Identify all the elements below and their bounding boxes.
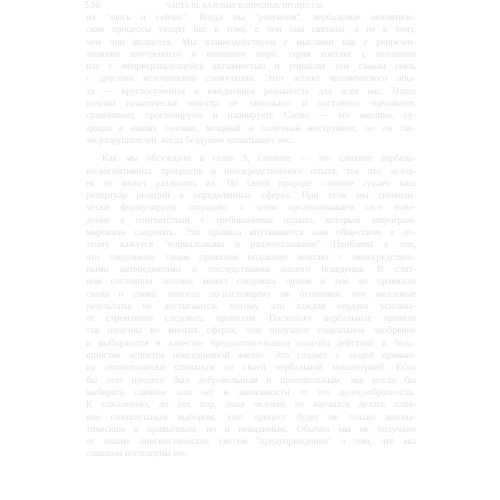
text-line: результаты не достигаются, потому что каждая неудача усилива- [86, 300, 416, 312]
text-line: чем они являются. Мы взаимодействуем с мыслями как с репрезен- [86, 36, 416, 48]
text-line: чески формулируем ситуацию, а затем организовываем свое пове- [86, 202, 416, 214]
text-line: ет стремление следовать правилам. Поскольку вербальные правила [86, 313, 416, 325]
text-line: нас с непрекращающейся активностью и управляя тем самым связь [86, 61, 416, 73]
text-line: этому кажутся "нормальными и рациональными". Проблема в том, [86, 239, 416, 251]
body-text [86, 12, 416, 461]
text-line: тациями внутреннего и внешнего мира, теряя контакт с миганием [86, 48, 416, 60]
text-line: ными антецедентами и последствиями нашего поведения. В слит- [86, 263, 416, 275]
text-line: ние сознательным выбором, этот процесс будет не только автома- [86, 411, 416, 423]
text-line: так полезны во многих сферах, они получают социальное одобрение [86, 325, 416, 337]
text-line: шинстве аспектов повседневной жизни. Это создает у людей привыч- [86, 350, 416, 362]
paragraph-1 [86, 12, 416, 147]
text-line: Как мы обсуждали в главе 3, слияние — это слияние вербаль- [102, 153, 416, 165]
text-line: на "здесь и сейчас". Когда мы "разумеем", вербальные аналитиче- [86, 12, 416, 23]
text-line: что следование таким правилам подавляет контакт с непосредствен- [86, 251, 416, 263]
text-line: разумы практически никогда не замолкают и постоянно оценивают, [86, 98, 416, 110]
text-line: ку автоматически сливаться со своей вербальной машинерией. Если [86, 362, 416, 374]
text-line: дение в соответствии с требованиями правил, которым запрограм- [86, 214, 416, 226]
text-line: бы этот процесс был добровольным и произвольным, мы могли бы [86, 374, 416, 386]
running-title: ЧАСТЬ III. БАЗОВЫЕ КЛЮЧЕВЫЕ ПРОЦЕССЫ [166, 2, 323, 10]
text-line: от наших лингвистических систем "предупреждения" о том, что мы [86, 436, 416, 448]
text-line: ек не может различить их. По своей природе слияние сужает наш [86, 177, 416, 189]
text-line: же разрушителен, когда бездумно захватывает нас. [86, 134, 294, 146]
paragraph-2 [86, 153, 416, 460]
text-line: ном состоянии человек может следовать одним и тем же правилам [86, 276, 416, 288]
text-line: К сожалению, до тех пор, пока человек не научится делать слия- [86, 399, 416, 411]
text-line: мировали следовать. Эти правила впутываются нам обществом и по- [86, 227, 416, 239]
text-line: та — круглосуточная и ежедневная реальность для всех нас. Наши [86, 85, 416, 97]
text-line: репертуар реакций в определенных сферах. При этом мы символи- [86, 190, 416, 202]
text-line: дящая в наших головах, мощный и полезный инструмент, но он так- [86, 122, 416, 134]
text-line: но-когнитивных процессов и непосредственного опыта, так что челов- [86, 165, 416, 177]
text-line: с другими источниками стимуляции. Этот аспект человеческого опы- [86, 73, 416, 85]
text-line: тическим и привычным, но и невидимым. Обычно мы не получаем [86, 423, 416, 435]
text-line: снова и снова, никогда по-настоящему не осознавая, что желаемые [86, 288, 416, 300]
text-line: выбирать слияние или нет в зависимости от его целесообразности. [86, 386, 416, 398]
running-head [84, 0, 424, 12]
text-line: ские процессы уводят нас в тому, с чем они связаны, а не к тому, [86, 24, 416, 36]
text-line: сравнивают, прогнозируют и планируют. Слово — это машина, гу- [86, 110, 416, 122]
text-line: и выбираются в качестве предпочтительного способа действий в боль- [86, 337, 416, 349]
page-number: 336 [84, 0, 101, 11]
text-line: слишком поглощены ею. [86, 448, 188, 460]
